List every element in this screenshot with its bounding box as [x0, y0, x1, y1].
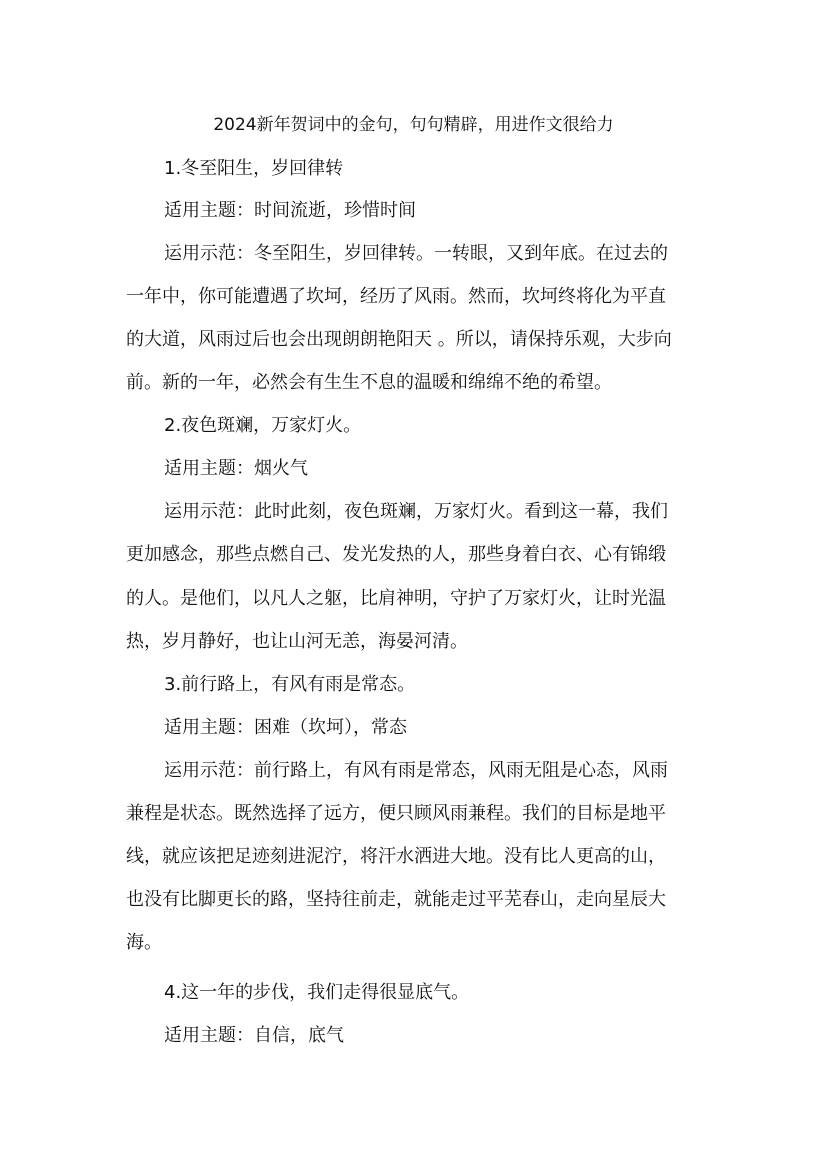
section-theme: 适用主题：自信，底气	[164, 1025, 344, 1046]
example-line: 一年中，你可能遭遇了坎坷，经历了风雨。然而，坎坷终将化为平直	[126, 286, 666, 307]
section-heading: 3.前行路上，有风有雨是常态。	[164, 674, 416, 695]
example-line: 前。新的一年，必然会有生生不息的温暖和绵绵不绝的希望。	[126, 372, 612, 393]
example-line: 兼程是状态。既然选择了远方，便只顾风雨兼程。我们的目标是地平	[126, 803, 666, 824]
example-line: 的人。是他们，以凡人之躯，比肩神明，守护了万家灯火，让时光温	[126, 588, 666, 609]
section-theme: 适用主题：时间流逝，珍惜时间	[164, 200, 416, 221]
document-title: 2024新年贺词中的金句，句句精辟，用进作文很给力	[213, 115, 614, 135]
example-line: 的大道，风雨过后也会出现朗朗艳阳天 。所以，请保持乐观，大步向	[126, 329, 672, 350]
example-line: 更加感念，那些点燃自己、发光发热的人，那些身着白衣、心有锦缎	[126, 544, 666, 565]
example-line: 运用示范：前行路上，有风有雨是常态，风雨无阻是心态，风雨	[164, 760, 668, 781]
section-heading: 1.冬至阳生，岁回律转	[164, 158, 344, 179]
example-line: 运用示范：此时此刻，夜色斑斓，万家灯火。看到这一幕，我们	[164, 501, 668, 522]
example-line: 线，就应该把足迹刻进泥泞，将汗水洒进大地。没有比人更高的山，	[126, 846, 666, 867]
example-line: 海。	[126, 932, 162, 953]
example-line: 运用示范：冬至阳生，岁回律转。一转眼，又到年底。在过去的	[164, 243, 668, 264]
section-heading: 2.夜色斑斓，万家灯火。	[164, 415, 362, 436]
section-heading: 4.这一年的步伐，我们走得很显底气。	[164, 982, 470, 1003]
section-theme: 适用主题：困难（坎坷），常态	[164, 717, 407, 738]
example-line: 热，岁月静好，也让山河无恙，海晏河清。	[126, 631, 468, 652]
example-line: 也没有比脚更长的路，坚持往前走，就能走过平芜春山，走向星辰大	[126, 889, 666, 910]
section-theme: 适用主题：烟火气	[164, 458, 308, 479]
